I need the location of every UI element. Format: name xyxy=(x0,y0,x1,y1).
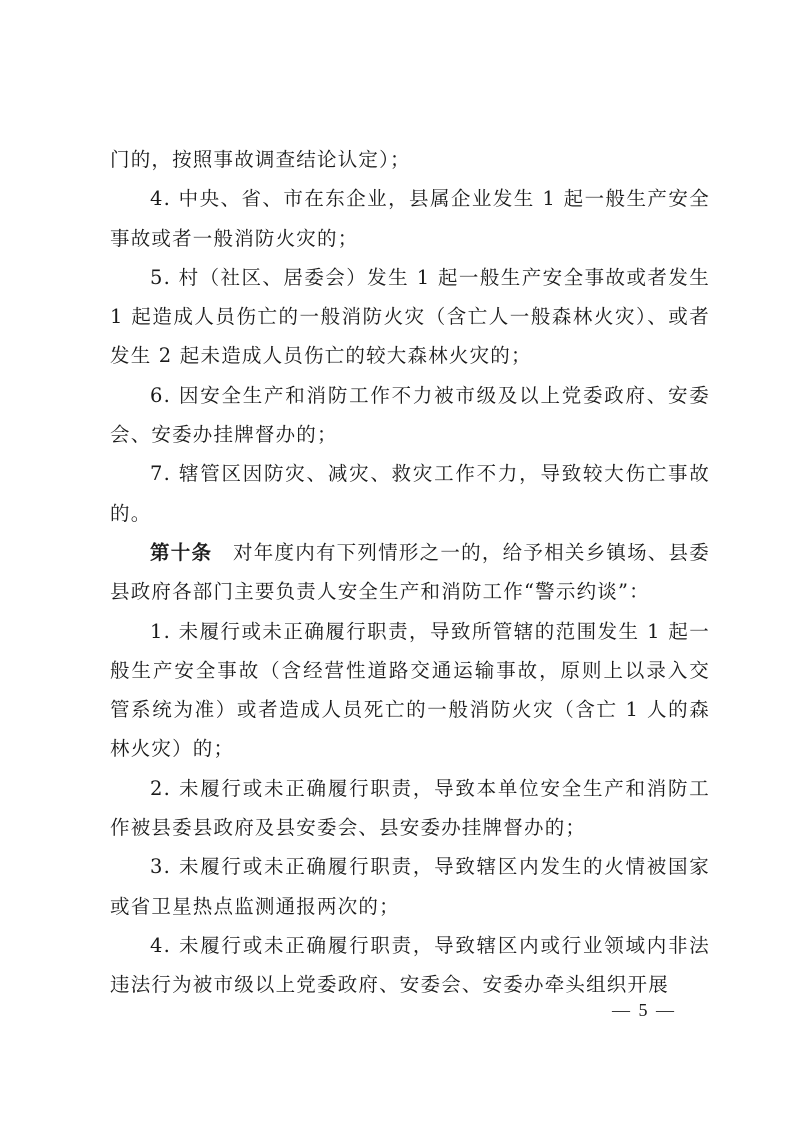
paragraph-text: 4. 未履行或未正确履行职责，导致辖区内或行业领域内非法违法行为被市级以上党委政府、安委会、安委办牵头组织开展 xyxy=(110,933,710,997)
paragraph-item-7 xyxy=(110,454,710,533)
paragraph-item-6 xyxy=(110,376,710,455)
article-10-paragraph xyxy=(110,533,710,612)
paragraph-item-4 xyxy=(110,179,710,258)
paragraph-item-1 xyxy=(110,612,710,769)
paragraph-text: 6. 因安全生产和消防工作不力被市级及以上党委政府、安委会、安委办挂牌督办的； xyxy=(110,383,710,447)
article-label: 第十条 xyxy=(150,540,213,564)
paragraph-item-3 xyxy=(110,847,710,926)
paragraph-item-2 xyxy=(110,769,710,848)
page-number: — 5 — xyxy=(612,1000,676,1020)
document-body xyxy=(110,140,710,1005)
paragraph-continuation xyxy=(110,140,710,179)
paragraph-text: 7. 辖管区因防灾、减灾、救灾工作不力，导致较大伤亡事故的。 xyxy=(110,462,710,525)
paragraph-text: 门的，按照事故调查结论认定）； xyxy=(110,148,411,171)
paragraph-item-4b xyxy=(110,926,710,1005)
paragraph-text: 对年度内有下列情形之一的，给予相关乡镇场、县委县政府各部门主要负责人安全生产和消防工作“警示约谈”： xyxy=(110,540,710,604)
paragraph-text: 4. 中央、省、市在东企业，县属企业发生 1 起一般生产安全事故或者一般消防火灾的； xyxy=(110,187,710,250)
paragraph-text: 1. 未履行或未正确履行职责，导致所管辖的范围发生 1 起一般生产安全事故（含经营性道路交通运输事故，原则上以录入交管系统为准）或者造成人员死亡的一般消防火灾（含亡 1 人的森林火灾）的； xyxy=(110,619,710,761)
paragraph-text: 3. 未履行或未正确履行职责，导致辖区内发生的火情被国家或省卫星热点监测通报两次的； xyxy=(110,855,710,918)
paragraph-text: 2. 未履行或未正确履行职责，导致本单位安全生产和消防工作被县委县政府及县安委会、县安委办挂牌督办的； xyxy=(110,776,710,840)
paragraph-item-5 xyxy=(110,258,710,376)
paragraph-text: 5. 村（社区、居委会）发生 1 起一般生产安全事故或者发生 1 起造成人员伤亡的一般消防火灾（含亡人一般森林火灾）、或者发生 2 起未造成人员伤亡的较大森林火灾的； xyxy=(110,265,710,368)
